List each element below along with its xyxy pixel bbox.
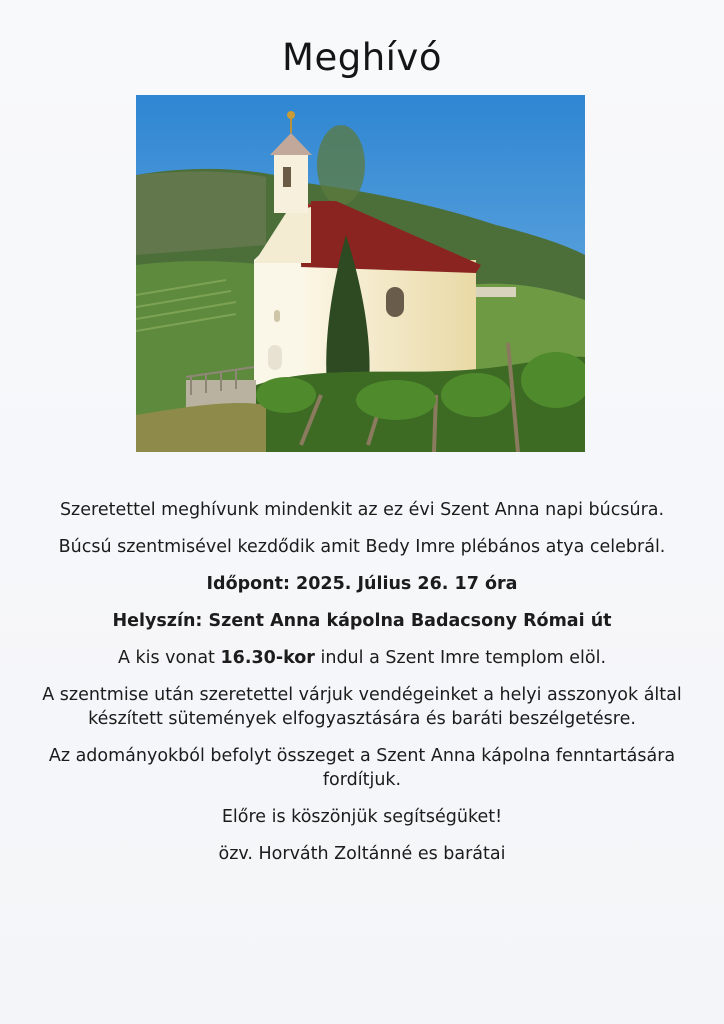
donation-line-a: Az adományokból befolyt összeget a Szent Anna kápolna fenntartására: [48, 746, 676, 766]
donation-line-b: fordítjuk.: [322, 770, 402, 790]
place-line: Helyszín: Szent Anna kápolna Badacsony Római út: [112, 611, 612, 631]
invite-line-b: készített sütemények elfogyasztására és baráti beszélgetésre.: [88, 709, 636, 729]
train-line: [20, 646, 704, 670]
invite-line-a: A szentmise után szeretettel várjuk vendégeinket a helyi asszonyok által: [42, 685, 682, 705]
page-title: Meghívó: [282, 36, 442, 79]
chapel-photo-illustration: [136, 95, 585, 452]
invitation-text: [20, 498, 704, 879]
train-suffix: indul a Szent Imre templom elöl.: [314, 648, 607, 668]
train-time: 16.30-kor: [220, 648, 315, 668]
train-prefix: A kis vonat: [117, 648, 221, 668]
time-line: Időpont: 2025. Július 26. 17 óra: [206, 574, 518, 594]
intro-line: Szeretettel meghívunk mindenkit az ez évi Szent Anna napi búcsúra.: [59, 500, 665, 520]
mass-line: Búcsú szentmisével kezdődik amit Bedy Imre plébános atya celebrál.: [58, 537, 666, 557]
chapel-photo: [136, 95, 585, 452]
donation-paragraph: [20, 744, 704, 792]
signature-line: özv. Horváth Zoltánné es barátai: [218, 844, 506, 864]
thanks-line: Előre is köszönjük segítségüket!: [221, 807, 503, 827]
invite-paragraph: [20, 683, 704, 731]
